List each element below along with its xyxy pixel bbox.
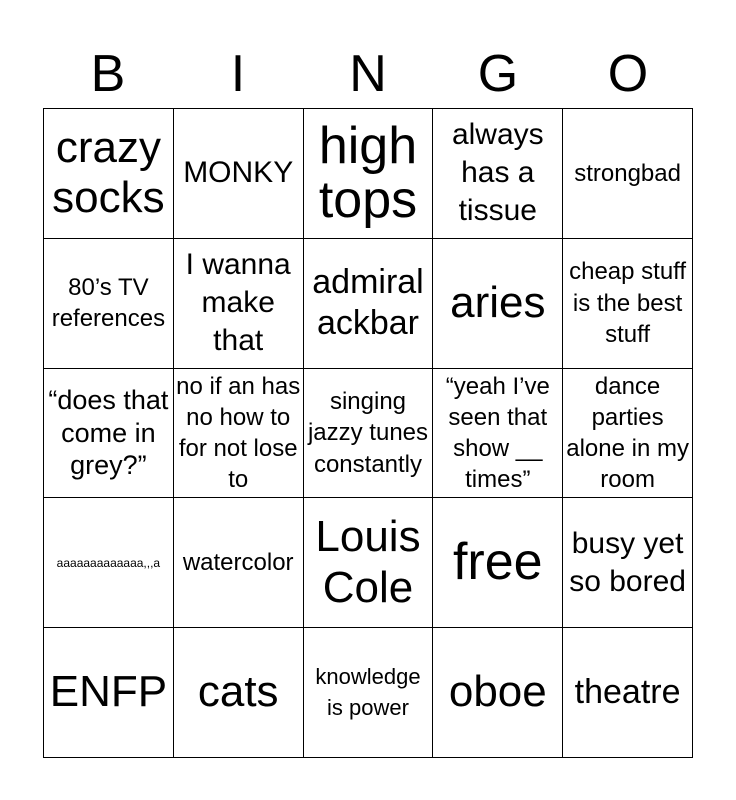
bingo-cell[interactable]: [563, 369, 693, 499]
bingo-cell[interactable]: [433, 109, 563, 239]
bingo-cell[interactable]: [563, 239, 693, 369]
bingo-cell-text: knowledge is power: [315, 663, 421, 720]
bingo-cell-text: high tops: [318, 116, 418, 230]
bingo-cell-text: watercolor: [182, 549, 294, 577]
bingo-cell-text: always has a tissue: [451, 118, 544, 228]
bingo-cell-text: oboe: [448, 667, 547, 717]
bingo-cell[interactable]: [433, 628, 563, 758]
header-letter-b: B: [90, 45, 126, 103]
bingo-cell-text: singing jazzy tunes constantly: [307, 388, 429, 478]
bingo-cell[interactable]: [433, 498, 563, 628]
header-letter-i: I: [230, 45, 246, 103]
bingo-cell[interactable]: [563, 498, 693, 628]
bingo-cell[interactable]: [304, 109, 434, 239]
bingo-cell-text: free: [452, 533, 543, 592]
bingo-cell-text: 80’s TV references: [51, 274, 166, 333]
bingo-header: [43, 40, 693, 108]
bingo-cell-text: busy yet so bored: [569, 526, 686, 598]
bingo-cell[interactable]: [44, 498, 174, 628]
bingo-cell-text: ENFP: [49, 667, 168, 717]
bingo-card-grid: [43, 108, 693, 758]
bingo-cell[interactable]: [304, 369, 434, 499]
bingo-cell[interactable]: [44, 239, 174, 369]
bingo-cell-text: strongbad: [574, 159, 681, 187]
bingo-cell[interactable]: [174, 498, 304, 628]
bingo-cell[interactable]: [304, 628, 434, 758]
header-letter-o: O: [607, 45, 649, 103]
bingo-cell-text: no if an has no how to for not lose to: [176, 372, 301, 494]
bingo-cell-text: dance parties alone in my room: [566, 372, 689, 494]
bingo-cell[interactable]: [174, 628, 304, 758]
bingo-cell-text: cats: [197, 667, 279, 717]
bingo-cell[interactable]: [174, 239, 304, 369]
bingo-cell-text: theatre: [574, 673, 681, 712]
bingo-cell-text: aries: [450, 277, 546, 327]
bingo-cell[interactable]: [44, 109, 174, 239]
bingo-cell[interactable]: [44, 369, 174, 499]
header-letter-n: N: [349, 45, 387, 103]
bingo-cell[interactable]: [174, 369, 304, 499]
bingo-cell-text: crazy socks: [52, 122, 165, 223]
bingo-cell-text: aaaaaaaaaaaaa,,,a: [56, 555, 161, 570]
bingo-cell[interactable]: [304, 239, 434, 369]
bingo-cell[interactable]: [304, 498, 434, 628]
bingo-cell-text: cheap stuff is the best stuff: [569, 258, 687, 348]
bingo-cell-text: Louis Cole: [315, 512, 421, 612]
bingo-cell-text: “does that come in grey?”: [48, 385, 169, 481]
bingo-cell[interactable]: [433, 239, 563, 369]
bingo-cell[interactable]: [433, 369, 563, 499]
bingo-cell[interactable]: [563, 628, 693, 758]
header-letter-g: G: [477, 45, 519, 103]
bingo-cell[interactable]: [44, 628, 174, 758]
bingo-cell[interactable]: [563, 109, 693, 239]
bingo-cell-text: “yeah I’ve seen that show __ times”: [445, 372, 550, 494]
bingo-cell-text: MONKY: [183, 156, 294, 190]
bingo-cell-text: I wanna make that: [185, 248, 291, 358]
bingo-cell-text: admiral ackbar: [312, 263, 424, 343]
bingo-cell[interactable]: [174, 109, 304, 239]
